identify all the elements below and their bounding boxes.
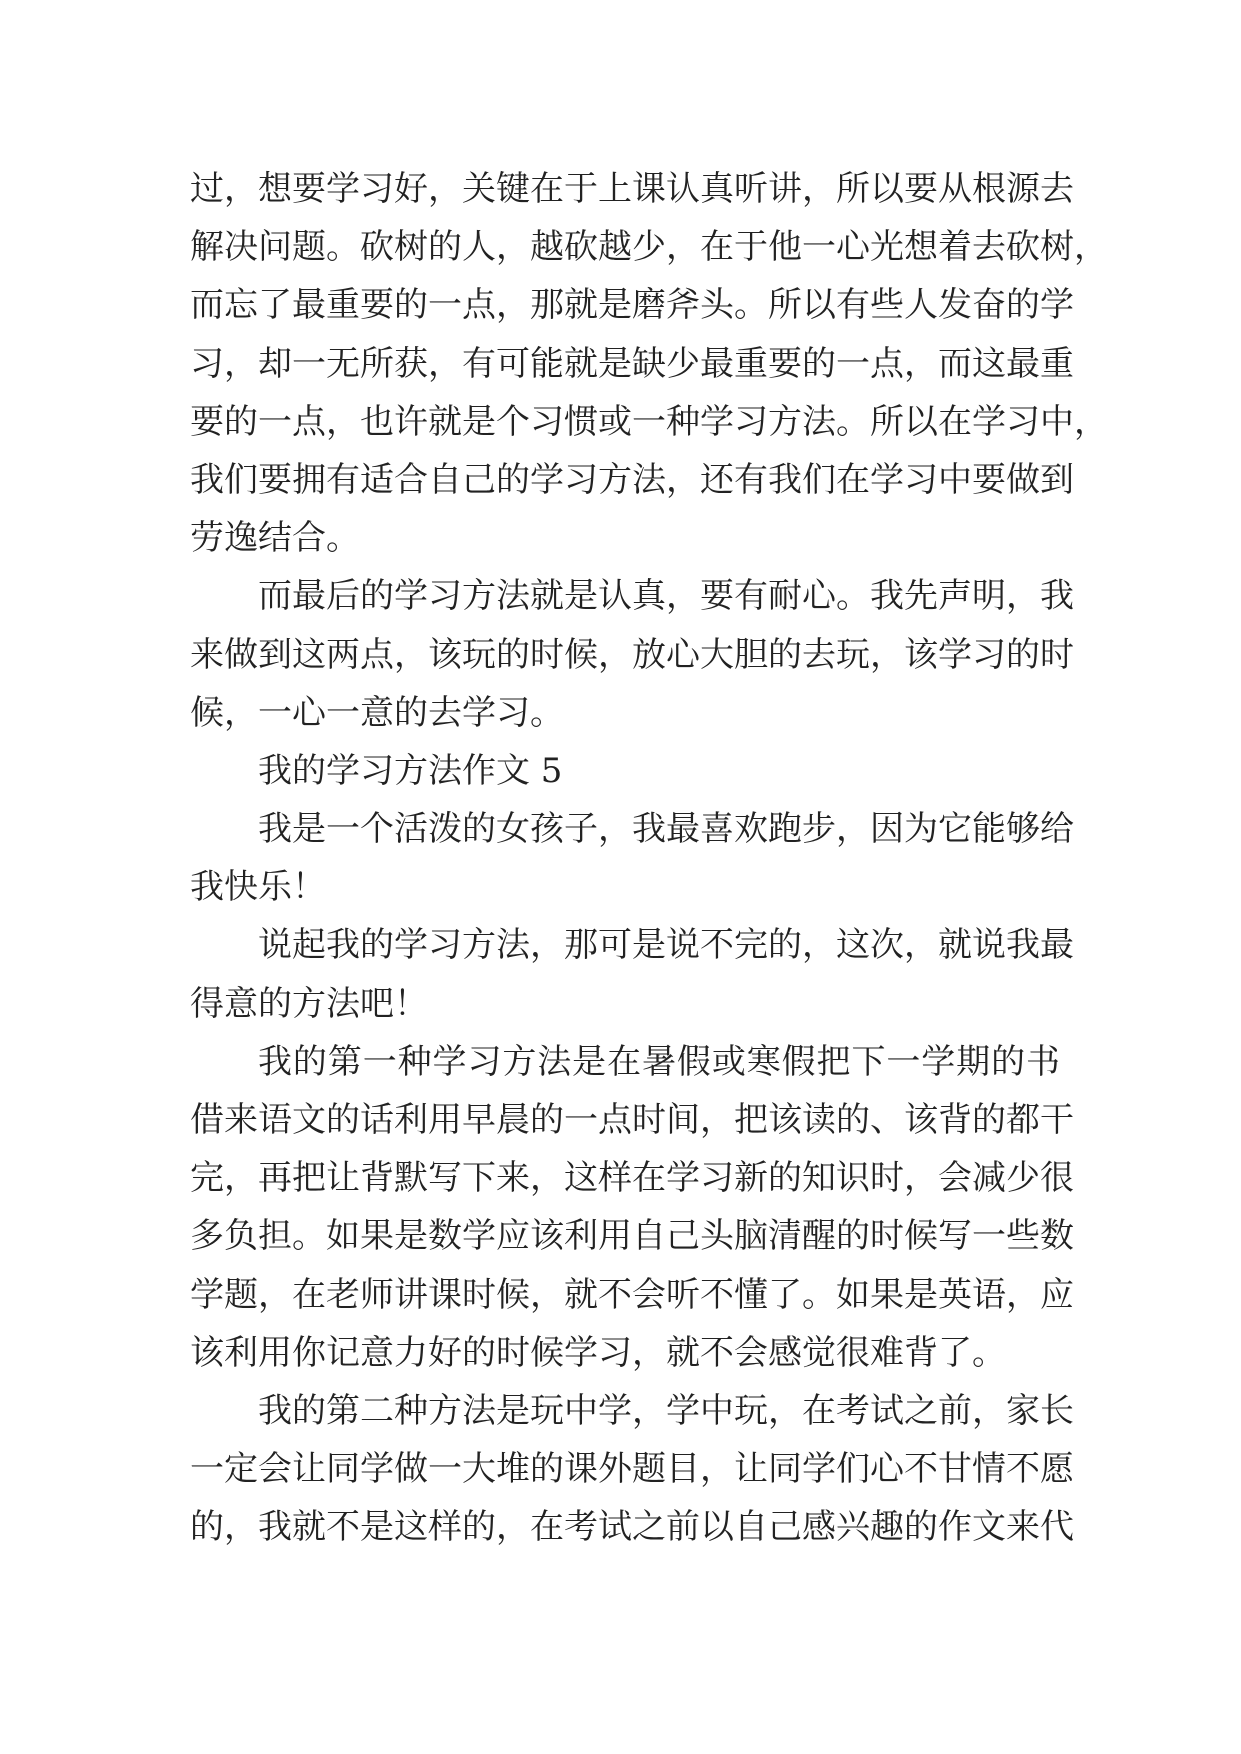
text-line: 说起我的学习方法，那可是说不完的，这次，就说我最 — [258, 925, 1074, 966]
text-line: 多负担。如果是数学应该利用自己头脑清醒的时候写一些数 — [190, 1216, 1074, 1257]
text-line: 习，却一无所获，有可能就是缺少最重要的一点，而这最重 — [190, 343, 1074, 384]
text-line: 过，想要学习好，关键在于上课认真听讲，所以要从根源去 — [190, 169, 1074, 209]
text-line: 我的第二种方法是玩中学，学中玩，在考试之前，家长 — [258, 1390, 1074, 1431]
text-line: 我们要拥有适合自己的学习方法，还有我们在学习中要做到 — [190, 459, 1074, 500]
text-line: 来做到这两点，该玩的时候，放心大胆的去玩，该学习的时 — [190, 634, 1074, 675]
text-line: 而最后的学习方法就是认真，要有耐心。我先声明，我 — [258, 576, 1074, 617]
text-line: 借来语文的话利用早晨的一点时间，把该读的、该背的都干 — [190, 1100, 1074, 1140]
text-line: 我的第一种学习方法是在暑假或寒假把下一学期的书 — [258, 1041, 1060, 1082]
text-line: 我是一个活泼的女孩子，我最喜欢跑步，因为它能够给 — [258, 809, 1074, 850]
text-line: 学题，在老师讲课时候，就不会听不懂了。如果是英语，应 — [190, 1274, 1074, 1315]
text-line: 要的一点，也许就是个习惯或一种学习方法。所以在学习中， — [190, 401, 1108, 442]
text-line: 完，再把让背默写下来，这样在学习新的知识时，会减少很 — [190, 1158, 1074, 1199]
text-line: 候，一心一意的去学习。 — [190, 692, 564, 733]
text-line: 一定会让同学做一大堆的课外题目，让同学们心不甘情不愿 — [190, 1449, 1074, 1490]
text-line: 该利用你记意力好的时候学习，就不会感觉很难背了。 — [190, 1332, 1006, 1373]
text-line: 我快乐！ — [190, 867, 326, 908]
document-body — [190, 160, 1108, 1557]
text-line: 我的学习方法作文 5 — [258, 750, 563, 791]
text-line: 解决问题。砍树的人，越砍越少，在于他一心光想着去砍树， — [190, 227, 1108, 268]
text-line: 劳逸结合。 — [190, 518, 360, 559]
text-line: 得意的方法吧！ — [190, 983, 428, 1024]
text-line: 而忘了最重要的一点，那就是磨斧头。所以有些人发奋的学 — [190, 285, 1074, 326]
text-line: 的，我就不是这样的，在考试之前以自己感兴趣的作文来代 — [190, 1507, 1074, 1548]
